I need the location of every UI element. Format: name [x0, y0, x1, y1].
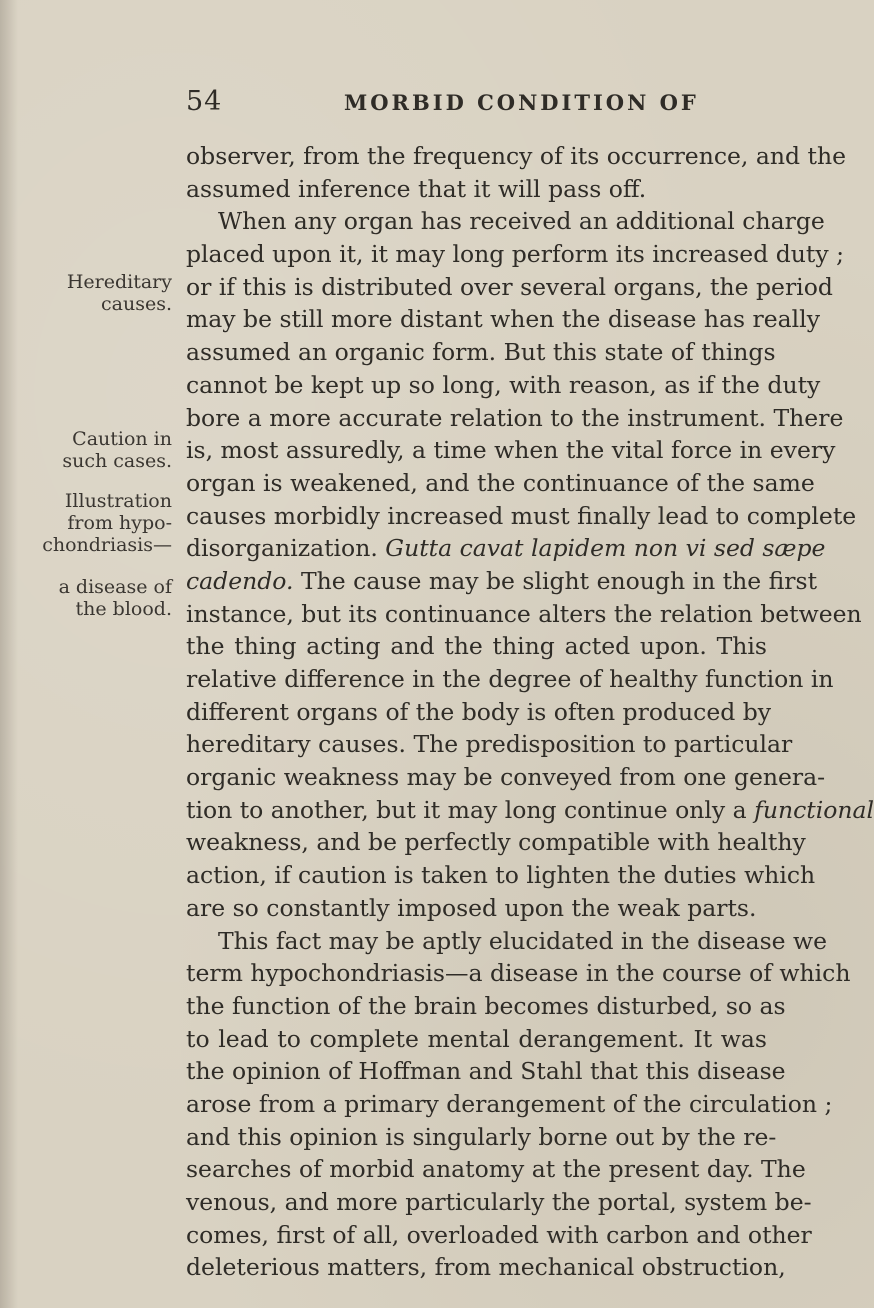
text-line: the function of the brain becomes disturbed, so as — [186, 991, 786, 1020]
text-line: relative difference in the degree of healthy function in — [186, 665, 834, 693]
text-line: searches of morbid anatomy at the present day. The — [186, 1155, 806, 1184]
text-line: is, most assuredly, a time when the vital force in every — [186, 436, 836, 465]
text-line: causes morbidly increased must finally lead to complete — [186, 501, 857, 530]
page-header — [186, 86, 766, 126]
text-line: the thing acting and the thing acted upon. This — [186, 632, 767, 661]
text-line-with-latin — [186, 565, 818, 598]
text-line: When any organ has received an additional charge — [218, 207, 825, 236]
text-line: weakness, and be perfectly compatible with healthy — [186, 828, 806, 857]
margin-note-line: the blood. — [75, 598, 172, 620]
page-number: 54 — [186, 86, 223, 117]
body-text — [186, 140, 874, 1284]
margin-note-disease-of-blood — [40, 576, 172, 620]
text-line: observer, from the frequency of its occurrence, and the — [186, 142, 846, 170]
text-line: different organs of the body is often produced by — [186, 697, 772, 726]
text-line: and this opinion is singularly borne out by the re- — [186, 1122, 777, 1151]
text-line: the opinion of Hoffman and Stahl that this disease — [186, 1057, 786, 1086]
running-head: MORBID CONDITION OF — [344, 90, 699, 115]
text-line: or if this is distributed over several organs, the period — [186, 272, 833, 301]
text-line: organ is weakened, and the continuance of the same — [186, 468, 815, 497]
latin-quote-end: cadendo. — [186, 566, 294, 595]
text-segment: disorganization. — [186, 534, 378, 563]
page-gutter-shadow — [0, 0, 18, 1308]
text-line: organic weakness may be conveyed from one genera- — [186, 763, 826, 792]
margin-note-line: chondriasis— — [42, 534, 172, 556]
text-line: are so constantly imposed upon the weak parts. — [186, 893, 757, 922]
text-line: instance, but its continuance alters the relation between — [186, 599, 862, 628]
text-line: may be still more distant when the disease has really — [186, 305, 820, 334]
text-line: This fact may be aptly elucidated in the disease we — [218, 926, 828, 955]
text-line: deleterious matters, from mechanical obstruction, — [186, 1253, 786, 1282]
margin-note-line: Illustration — [64, 490, 172, 512]
margin-note-line: causes. — [101, 293, 172, 315]
text-line: action, if caution is taken to lighten the duties which — [186, 861, 816, 890]
text-line: term hypochondriasis—a disease in the course of which — [186, 959, 851, 988]
latin-quote: Gutta cavat lapidem non vi sed sæpe — [385, 534, 826, 563]
margin-note-line: a disease of — [58, 576, 172, 598]
text-segment: The cause may be slight enough in the first — [301, 566, 818, 595]
text-line-with-italic — [186, 794, 874, 827]
text-line: assumed an organic form. But this state of things — [186, 338, 776, 367]
text-line: hereditary causes. The predisposition to particular — [186, 730, 793, 759]
text-line: placed upon it, it may long perform its increased duty ; — [186, 240, 844, 269]
margin-note-line: such cases. — [62, 450, 172, 472]
text-segment: tion to another, but it may long continue only a — [186, 795, 747, 824]
text-line-with-latin — [186, 532, 826, 565]
text-line: venous, and more particularly the portal, system be- — [186, 1188, 812, 1216]
margin-note-line: from hypo- — [67, 512, 172, 534]
text-line: bore a more accurate relation to the instrument. There — [186, 403, 844, 432]
text-line: arose from a primary derangement of the circulation ; — [186, 1089, 833, 1118]
margin-note-caution — [40, 428, 172, 472]
text-line: comes, first of all, overloaded with carbon and other — [186, 1220, 812, 1249]
margin-note-line: Hereditary — [66, 271, 172, 293]
text-line: to lead to complete mental derangement. It was — [186, 1024, 767, 1053]
italic-word: functional — [754, 795, 874, 824]
margin-note-line: Caution in — [72, 428, 172, 450]
margin-note-hereditary-causes — [40, 271, 172, 315]
text-line: assumed inference that it will pass off. — [186, 174, 647, 203]
text-line: cannot be kept up so long, with reason, as if the duty — [186, 370, 821, 399]
margin-note-illustration — [40, 490, 172, 556]
